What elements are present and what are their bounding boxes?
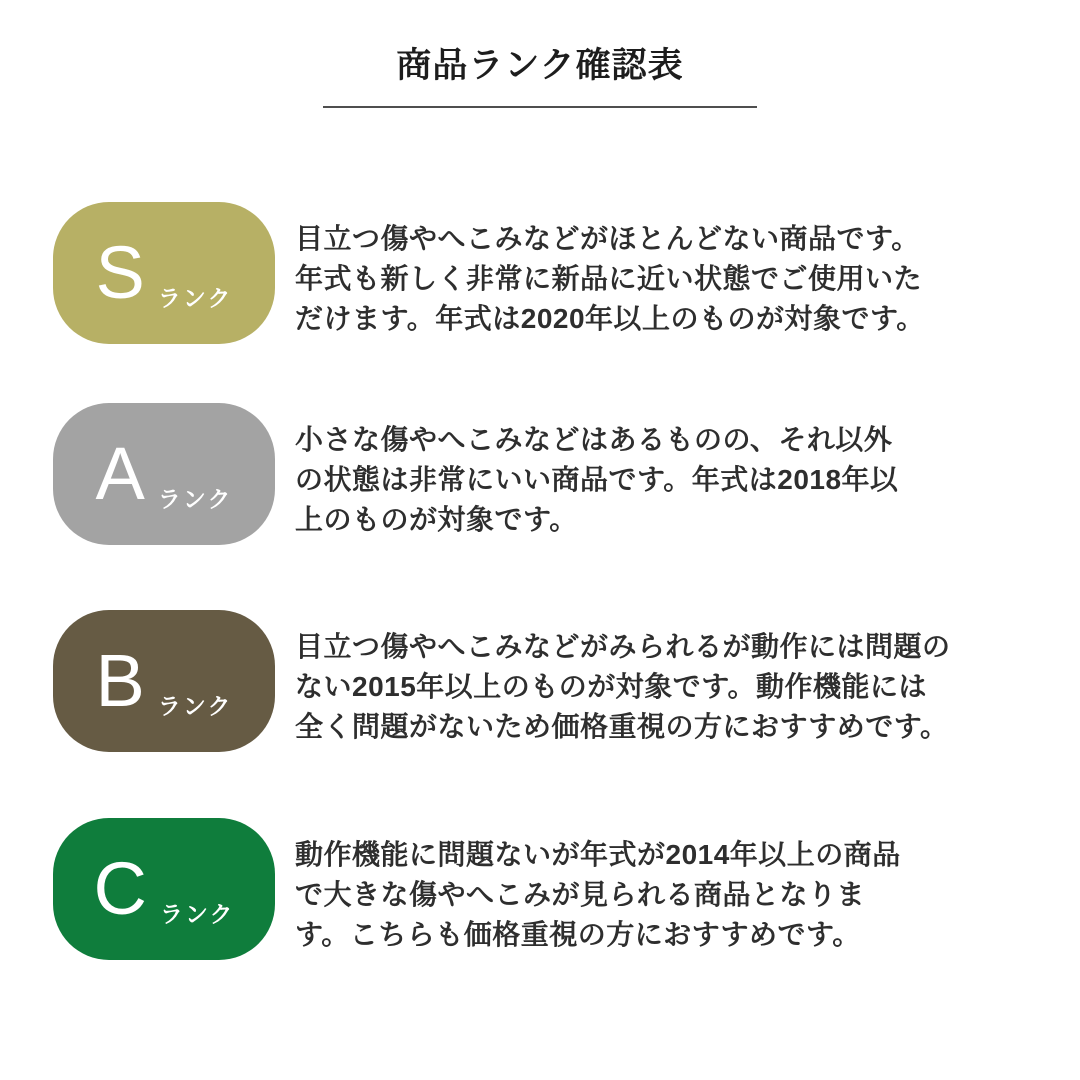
desc-line: 上のものが対象です。 bbox=[295, 504, 578, 535]
desc-line: 年式も新しく非常に新品に近い状態でご使用いた bbox=[295, 263, 923, 294]
desc-line: 動作機能に問題ないが年式が2014年以上の商品 bbox=[295, 839, 901, 870]
rank-letter-c: C bbox=[93, 847, 147, 930]
rank-letter-s: S bbox=[95, 231, 145, 314]
desc-line: だけます。年式は2020年以上のものが対象です。 bbox=[295, 303, 925, 334]
rank-badge-c bbox=[53, 818, 275, 960]
rank-description-a bbox=[295, 420, 899, 540]
desc-line: 目立つ傷やへこみなどがほとんどない商品です。 bbox=[295, 223, 920, 254]
rank-badge-s bbox=[53, 202, 275, 344]
desc-line: 全く問題がないため価格重視の方におすすめです。 bbox=[295, 711, 949, 742]
rank-row-b bbox=[0, 610, 1080, 752]
rank-suffix-s: ランク bbox=[157, 284, 233, 311]
rank-letter-b: B bbox=[95, 639, 145, 722]
rank-suffix-c: ランク bbox=[159, 900, 235, 927]
desc-line: ない2015年以上のものが対象です。動作機能には bbox=[295, 671, 928, 702]
desc-line: で大きな傷やへこみが見られる商品となりま bbox=[295, 879, 866, 910]
rank-suffix-a: ランク bbox=[157, 485, 233, 512]
desc-line: す。こちらも価格重視の方におすすめです。 bbox=[295, 919, 861, 950]
desc-line: の状態は非常にいい商品です。年式は2018年以 bbox=[295, 464, 899, 495]
rank-badge-b bbox=[53, 610, 275, 752]
rank-description-c bbox=[295, 835, 901, 955]
rank-row-a bbox=[0, 403, 1080, 545]
page-title: 商品ランク確認表 bbox=[396, 46, 684, 85]
rank-letter-a: A bbox=[95, 432, 145, 515]
rank-description-s bbox=[295, 219, 925, 339]
rank-row-s bbox=[0, 202, 1080, 344]
desc-line: 目立つ傷やへこみなどがみられるが動作には問題の bbox=[295, 631, 951, 662]
desc-line: 小さな傷やへこみなどはあるものの、それ以外 bbox=[295, 424, 893, 455]
title-underline bbox=[323, 106, 757, 108]
rank-badge-a bbox=[53, 403, 275, 545]
rank-description-b bbox=[295, 627, 951, 747]
rank-row-c bbox=[0, 818, 1080, 960]
rank-suffix-b: ランク bbox=[157, 692, 233, 719]
